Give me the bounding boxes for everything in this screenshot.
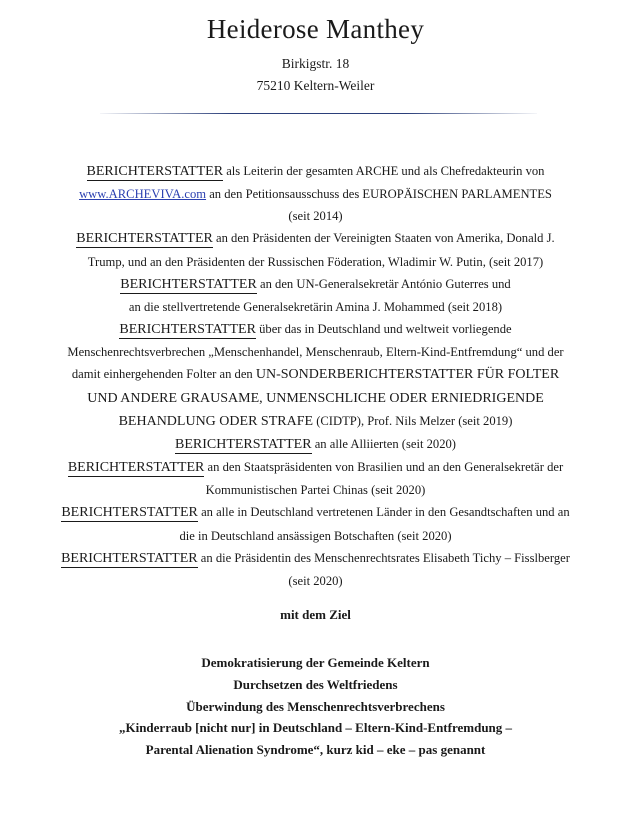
aim-item: „Kinderraub [nicht nur] in Deutschland – Eltern-Kind-Entfremdung – (118, 720, 513, 736)
entry-4-line-3 (22, 363, 609, 386)
entry-4-line-4 (22, 387, 609, 410)
entry-7-line-1 (22, 501, 609, 524)
entry-5-line-1 (22, 433, 609, 456)
entry-4-line-2 (22, 341, 609, 363)
entry-2-line-1 (22, 227, 609, 250)
entry-1-line-3 (22, 205, 609, 227)
aim-item: Überwindung des Menschenrechtsverbrechens (186, 698, 445, 714)
author-name: Heiderose Manthey (206, 14, 425, 44)
aims-list (0, 652, 631, 761)
entry-1-line-1 (22, 160, 609, 183)
archeviva-link[interactable]: www.ARCHEVIVA.com (79, 187, 207, 202)
entry-text: an die stellvertretende Generalsekretärin Amina J. Mohammed (seit 2018) (128, 299, 503, 314)
address-city: 75210 Keltern-Weiler (256, 78, 375, 93)
entry-6-line-2 (22, 479, 609, 501)
reporter-tag: BERICHTERSTATTER (174, 436, 312, 452)
goal-heading: mit dem Ziel (280, 607, 351, 622)
entry-text: als Leiterin der gesamten ARCHE und als Chefredakteurin von (226, 164, 545, 178)
entry-text-caps: UND ANDERE GRAUSAME, UNMENSCHLICHE ODER ERNIEDRIGENDE (87, 390, 544, 406)
entry-text: damit einhergehenden Folter an den (71, 367, 253, 382)
reporter-tag: BERICHTERSTATTER (120, 276, 257, 292)
entry-text: an den Präsidenten der Vereinigten Staaten von Amerika, Donald J. (216, 231, 555, 246)
entry-text: an den Staatspräsidenten von Brasilien und an den Generalsekretär der (207, 460, 564, 475)
entry-text: an alle Alliierten (seit 2020) (314, 436, 456, 451)
aim-item: Parental Alienation Syndrome“, kurz kid – eke – pas genannt (145, 742, 486, 758)
entry-date: (seit 2020) (288, 573, 343, 588)
entry-text-caps: BEHANDLUNG ODER STRAFE (118, 413, 314, 429)
entry-date: (seit 2014) (288, 209, 343, 224)
entry-2-line-2 (22, 251, 609, 273)
entry-8-line-1 (22, 547, 609, 570)
entry-3-line-2 (22, 296, 609, 318)
entry-3-line-1 (22, 273, 609, 296)
reporter-tag: BERICHTERSTATTER (67, 460, 205, 476)
entry-1-line-2 (22, 183, 609, 205)
reporter-tag: BERICHTERSTATTER (61, 550, 198, 566)
aim-item: Durchsetzen des Weltfriedens (233, 676, 398, 692)
entry-text: Trump, und an den Präsidenten der Russischen Föderation, Wladimir W. Putin, (seit 2017) (87, 254, 544, 269)
entry-text: Menschenrechtsverbrechen „Menschenhandel, Menschenraub, Eltern-Kind-Entfremdung“ und der (67, 345, 564, 360)
reporter-tag: BERICHTERSTATTER (61, 505, 198, 521)
entry-4-line-5 (22, 410, 609, 433)
aim-item: Demokratisierung der Gemeinde Keltern (201, 655, 430, 670)
header-divider (100, 113, 537, 114)
entry-text: an den UN-Generalsekretär António Guterres und (259, 276, 511, 291)
reporter-list (22, 160, 609, 592)
entry-6-line-1 (22, 456, 609, 479)
entry-text: Kommunistischen Partei Chinas (seit 2020) (205, 483, 426, 498)
address-street: Birkigstr. 18 (281, 56, 350, 71)
reporter-tag: BERICHTERSTATTER (119, 322, 256, 338)
entry-text: an den Petitionsausschuss des EUROPÄISCHEN PARLAMENTES (209, 187, 552, 202)
entry-text: (CIDTP), Prof. Nils Melzer (seit 2019) (316, 413, 513, 428)
entry-4-line-1 (22, 318, 609, 341)
entry-8-line-2 (22, 570, 609, 592)
entry-text: an alle in Deutschland vertretenen Länder in den Gesandtschaften und an (201, 505, 570, 520)
entry-text: über das in Deutschland und weltweit vorliegende (259, 322, 512, 337)
entry-text: an die Präsidentin des Menschenrechtsrates Elisabeth Tichy – Fisslberger (200, 550, 570, 565)
reporter-tag: BERICHTERSTATTER (86, 164, 224, 179)
reporter-tag: BERICHTERSTATTER (76, 231, 213, 247)
entry-text-caps: UN-SONDERBERICHTERSTATTER FÜR FOLTER (255, 367, 560, 383)
entry-text: die in Deutschland ansässigen Botschaften (seit 2020) (179, 528, 452, 543)
entry-7-line-2 (22, 525, 609, 547)
